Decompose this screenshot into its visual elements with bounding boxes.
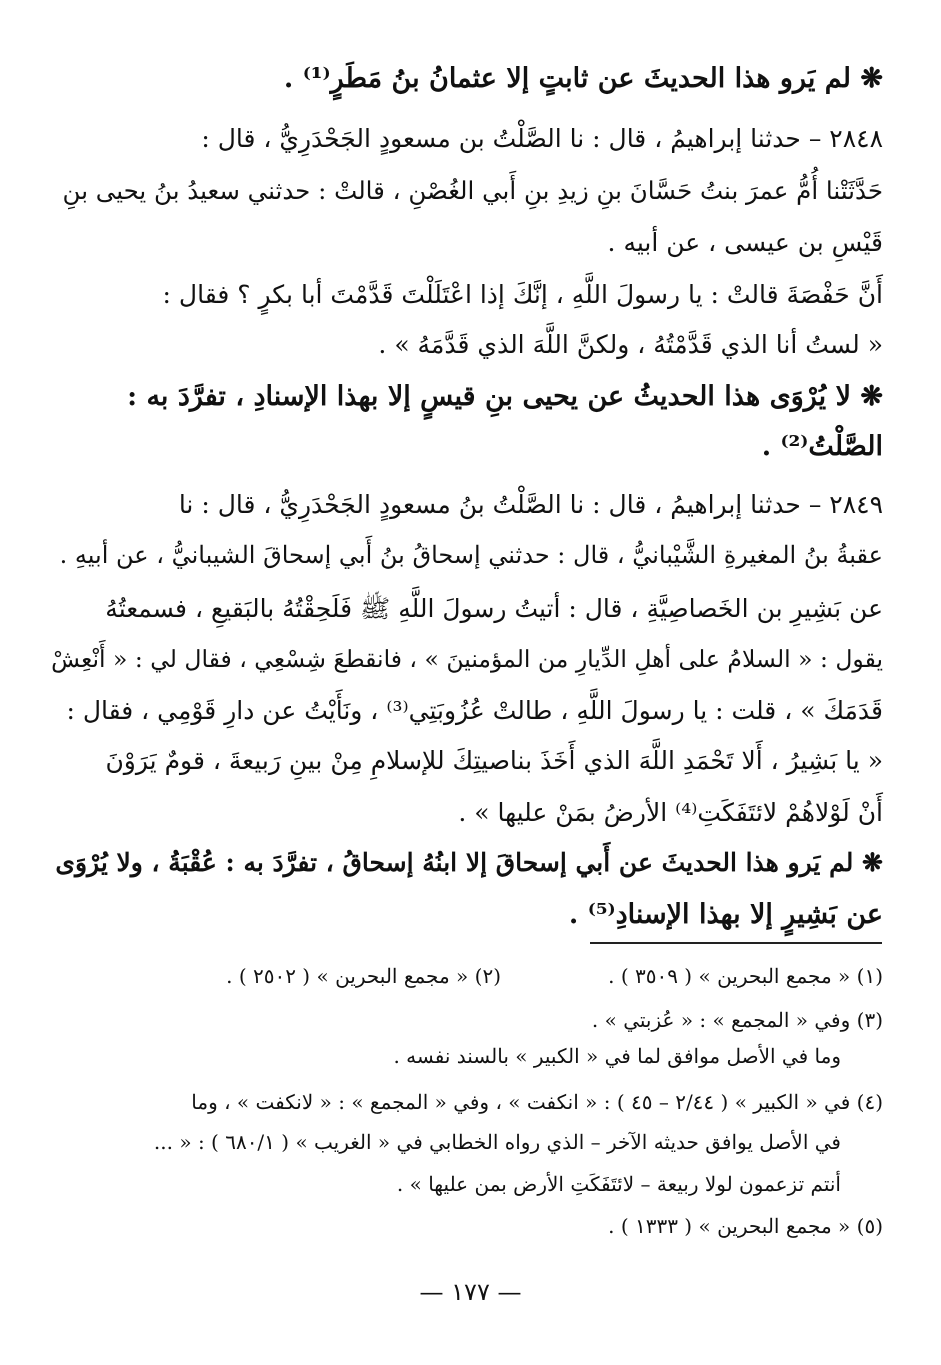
commentary-line: ❋ لم يَرو هذا الحديثَ عن أَبي إسحاقَ إلا ابنُهُ إسحاقُ ، تفرَّدَ به : عُقْبَةُ ، ولا يُرْوَى [55, 848, 883, 877]
body-line: عن بَشِيرِ بن الخَصاصِيَّةِ ، قال : أتيتُ رسولَ اللَّهِ ﷺ فَلَحِقْتُهُ بالبَقيعِ ، فسمعتُهُ [105, 594, 883, 623]
body-line: أَنَّ حَفْصَةَ قالتْ : يا رسولَ اللَّهِ ، إنَّكَ إذا اعْتَلَلْتَ قَدَّمْتَ أبا بكرٍ ؟ فقال : [162, 280, 883, 309]
body-line: قَدَمَكَ » ، قلت : يا رسولَ اللَّهِ ، طالتْ عُزُوبَتِي⁽³⁾ ، ونَأَيْتُ عن دارِ قَوْمِي ، فقال : [66, 696, 883, 725]
commentary-line: الصَّلْتُ⁽²⁾ . [761, 431, 883, 462]
hadith-2849-isnad: ٢٨٤٩ – حدثنا إبراهيمُ ، قال : نا الصَّلْتُ بنُ مسعودٍ الجَحْدَرِيُّ ، قال : نا [178, 490, 883, 519]
commentary-line: عن بَشِيرٍ إلا بهذا الإسنادِ⁽⁵⁾ . [568, 899, 883, 930]
body-line: يقول : « السلامُ على أهلِ الدِّيارِ من المؤمنينَ » ، فانقطعَ شِسْعِي ، فقال لي : « أَنْعِشْ [51, 645, 883, 673]
footnote-4: (٤) في « الكبير » ( ٢/٤٤ – ٤٥ ) : « انكفت » ، وفي « المجمع » : « لانكفت » ، وما [191, 1090, 883, 1114]
body-line: « لستُ أنا الذي قَدَّمْتُهُ ، ولكنَّ اللَّهَ الذي قَدَّمَهُ » . [378, 330, 883, 359]
footnote-separator [590, 942, 882, 944]
commentary-line: ❋ لا يُرْوَى هذا الحديثُ عن يحيى بنِ قيسٍ إلا بهذا الإسنادِ ، تفرَّدَ به : [127, 381, 883, 412]
footnote-3: (٣) وفي « المجمع » : « عُزبتي » . [591, 1008, 883, 1032]
footnote-4-cont: في الأصل يوافق حديثه الآخر – الذي رواه الخطابي في « الغريب » ( ٦٨٠/١ ) : « ... [153, 1130, 841, 1154]
body-line: أَنْ لَوْلاهُمْ لائتَفَكَتِ⁽⁴⁾ الأرضُ بمَنْ عليها » . [458, 798, 883, 827]
footnote-3-cont: وما في الأصل موافق لما في « الكبير » بالسند نفسه . [393, 1044, 841, 1068]
page-number: — ١٧٧ — [419, 1278, 522, 1306]
body-line: « يا بَشِيرُ ، أَلا تَحْمَدِ اللَّهَ الذي أَخَذَ بناصيتِكَ للإسلامِ مِنْ بينِ رَبيعةَ ، قومٌ يَرَوْنَ [105, 746, 883, 775]
hadith-2848-isnad: ٢٨٤٨ – حدثنا إبراهيمُ ، قال : نا الصَّلْتُ بن مسعودٍ الجَحْدَرِيُّ ، قال : [201, 124, 883, 153]
body-line: حَدَّثَتْنا أُمُّ عمرَ بنتُ حَسَّانَ بنِ زيدِ بنِ أَبي الغُصْنِ ، قالتْ : حدثني سعيدُ بنُ يحيى بنِ [62, 176, 883, 205]
body-line: قَيْسِ بن عيسى ، عن أبيه . [607, 228, 883, 257]
footnote-5: (٥) « مجمع البحرين » ( ١٣٣٣ ) . [608, 1214, 883, 1238]
commentary-line: ❋ لم يَرو هذا الحديثَ عن ثابتٍ إلا عثمانُ بنُ مَطَرٍ⁽¹⁾ . [283, 63, 883, 94]
body-line: عقبةُ بنُ المغيرةِ الشَّيْبانيُّ ، قال : حدثني إسحاقُ بنُ أَبي إسحاقَ الشيبانيُّ ، عن أبيهِ . [59, 541, 883, 569]
footnote-4-cont: أنتم تزعمون لولا ربيعة – لائتَفَكَتِ الأرض بمن عليها » . [396, 1172, 841, 1196]
footnote-2: (٢) « مجمع البحرين » ( ٢٥٠٢ ) . [226, 964, 501, 988]
footnote-1: (١) « مجمع البحرين » ( ٣٥٠٩ ) . [608, 964, 883, 988]
